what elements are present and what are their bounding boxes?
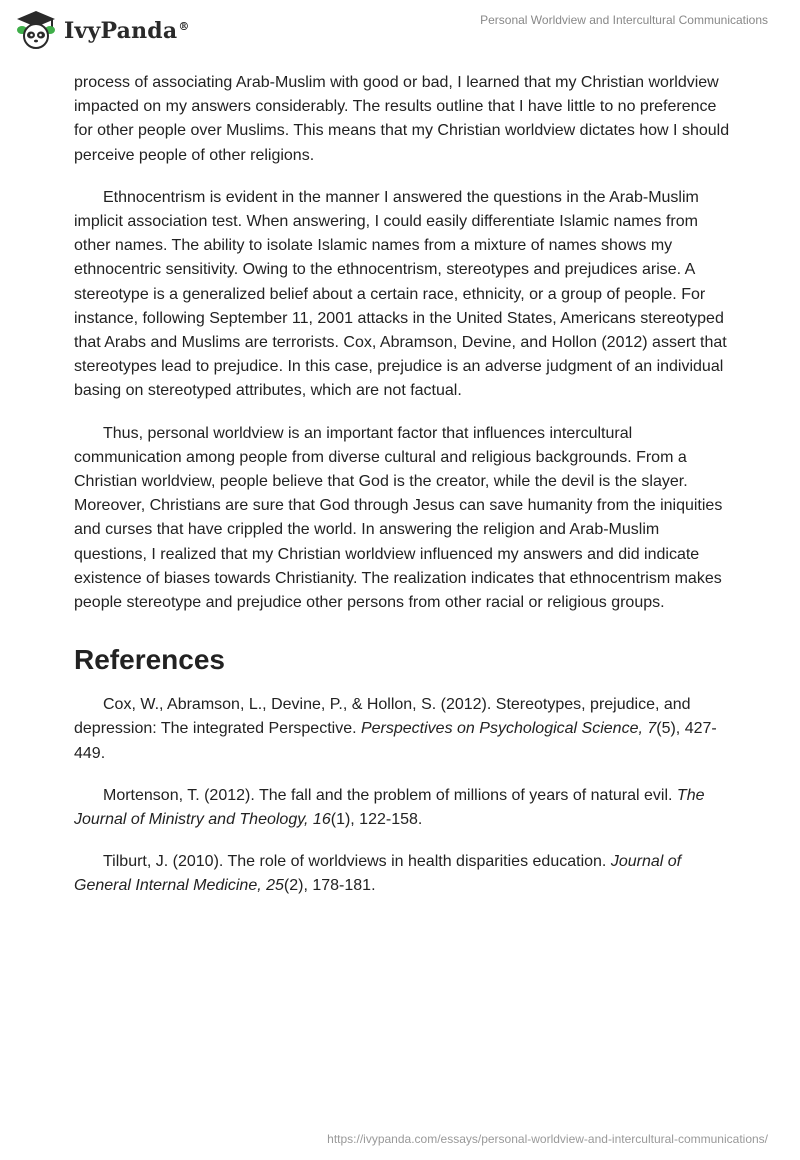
paragraph-3: Thus, personal worldview is an important factor that influences intercultural communication among people from diverse cultural and religious backgrounds. From a Christian worldview, people believe that God is the creator, while the devil is the slayer. Moreover, Christians are sure that God through Jesus can save humanity from the iniquities and curses that have crippled the world. In answering the religion and Arab-Muslim questions, I realized that my Christian worldview influenced my answers and did indicate existence of biases towards Christianity. The realization indicates that ethnocentrism makes people stereotype and prejudice other persons from other racial or religious groups. <box>74 424 723 612</box>
reference-pages: (2), 178-181. <box>283 877 376 895</box>
brand-text: IvyPanda <box>64 18 178 44</box>
reference-authors-title: Tilburt, J. (2010). The role of worldviews in health disparities education. <box>103 853 611 871</box>
reference-authors-title: Mortenson, T. (2012). The fall and the problem of millions of years of natural evil. <box>103 786 677 804</box>
reference-journal: Journal of General Internal Medicine, 25 <box>74 853 682 895</box>
brand-name <box>64 18 190 44</box>
document-title: Personal Worldview and Intercultural Communications <box>480 13 768 27</box>
paragraph-1: process of associating Arab-Muslim with good or bad, I learned that my Christian worldview impacted on my answers considerably. The results outline that I have little to no preference for other people over Muslims. This means that my Christian worldview dictates how I should perceive people of other religions. <box>74 74 730 164</box>
reference-pages: (1), 122-158. <box>330 811 423 829</box>
reference-journal: The Journal of Ministry and Theology, 16 <box>74 786 705 829</box>
ivypanda-logo[interactable] <box>14 8 190 52</box>
page-header <box>0 0 800 64</box>
panda-graduate-icon <box>14 8 58 52</box>
reference-item <box>74 784 734 832</box>
reference-authors-title: Cox, W., Abramson, L., Devine, P., & Hollon, S. (2012). Stereotypes, prejudice, and depression: The integrated Perspective. <box>74 696 691 738</box>
source-url[interactable]: https://ivypanda.com/essays/personal-worldview-and-intercultural-communications/ <box>327 1132 768 1146</box>
reference-item <box>74 850 734 898</box>
reference-item <box>74 693 734 766</box>
paragraph-2: Ethnocentrism is evident in the manner I answered the questions in the Arab-Muslim implicit association test. When answering, I could easily differentiate Islamic names from other names. The ability to isolate Islamic names from a mixture of names shows my ethnocentric sensitivity. Owing to the ethnocentrism, stereotypes and prejudices arise. A stereotype is a generalized belief about a certain race, ethnicity, or a group of people. For instance, following September 11, 2001 attacks in the United States, Americans stereotyped that Arabs and Muslims are terrorists. Cox, Abramson, Devine, and Hollon (2012) assert that stereotypes lead to prejudice. In this case, prejudice is an adverse judgment of an individual basing on stereotyped attributes, which are not factual. <box>74 188 727 400</box>
references-heading: References <box>74 644 225 676</box>
registered-mark: ® <box>178 19 190 33</box>
reference-pages: (5), 427-449. <box>74 720 717 762</box>
reference-journal: Perspectives on Psychological Science, 7 <box>360 720 657 738</box>
essay-content <box>74 71 734 917</box>
